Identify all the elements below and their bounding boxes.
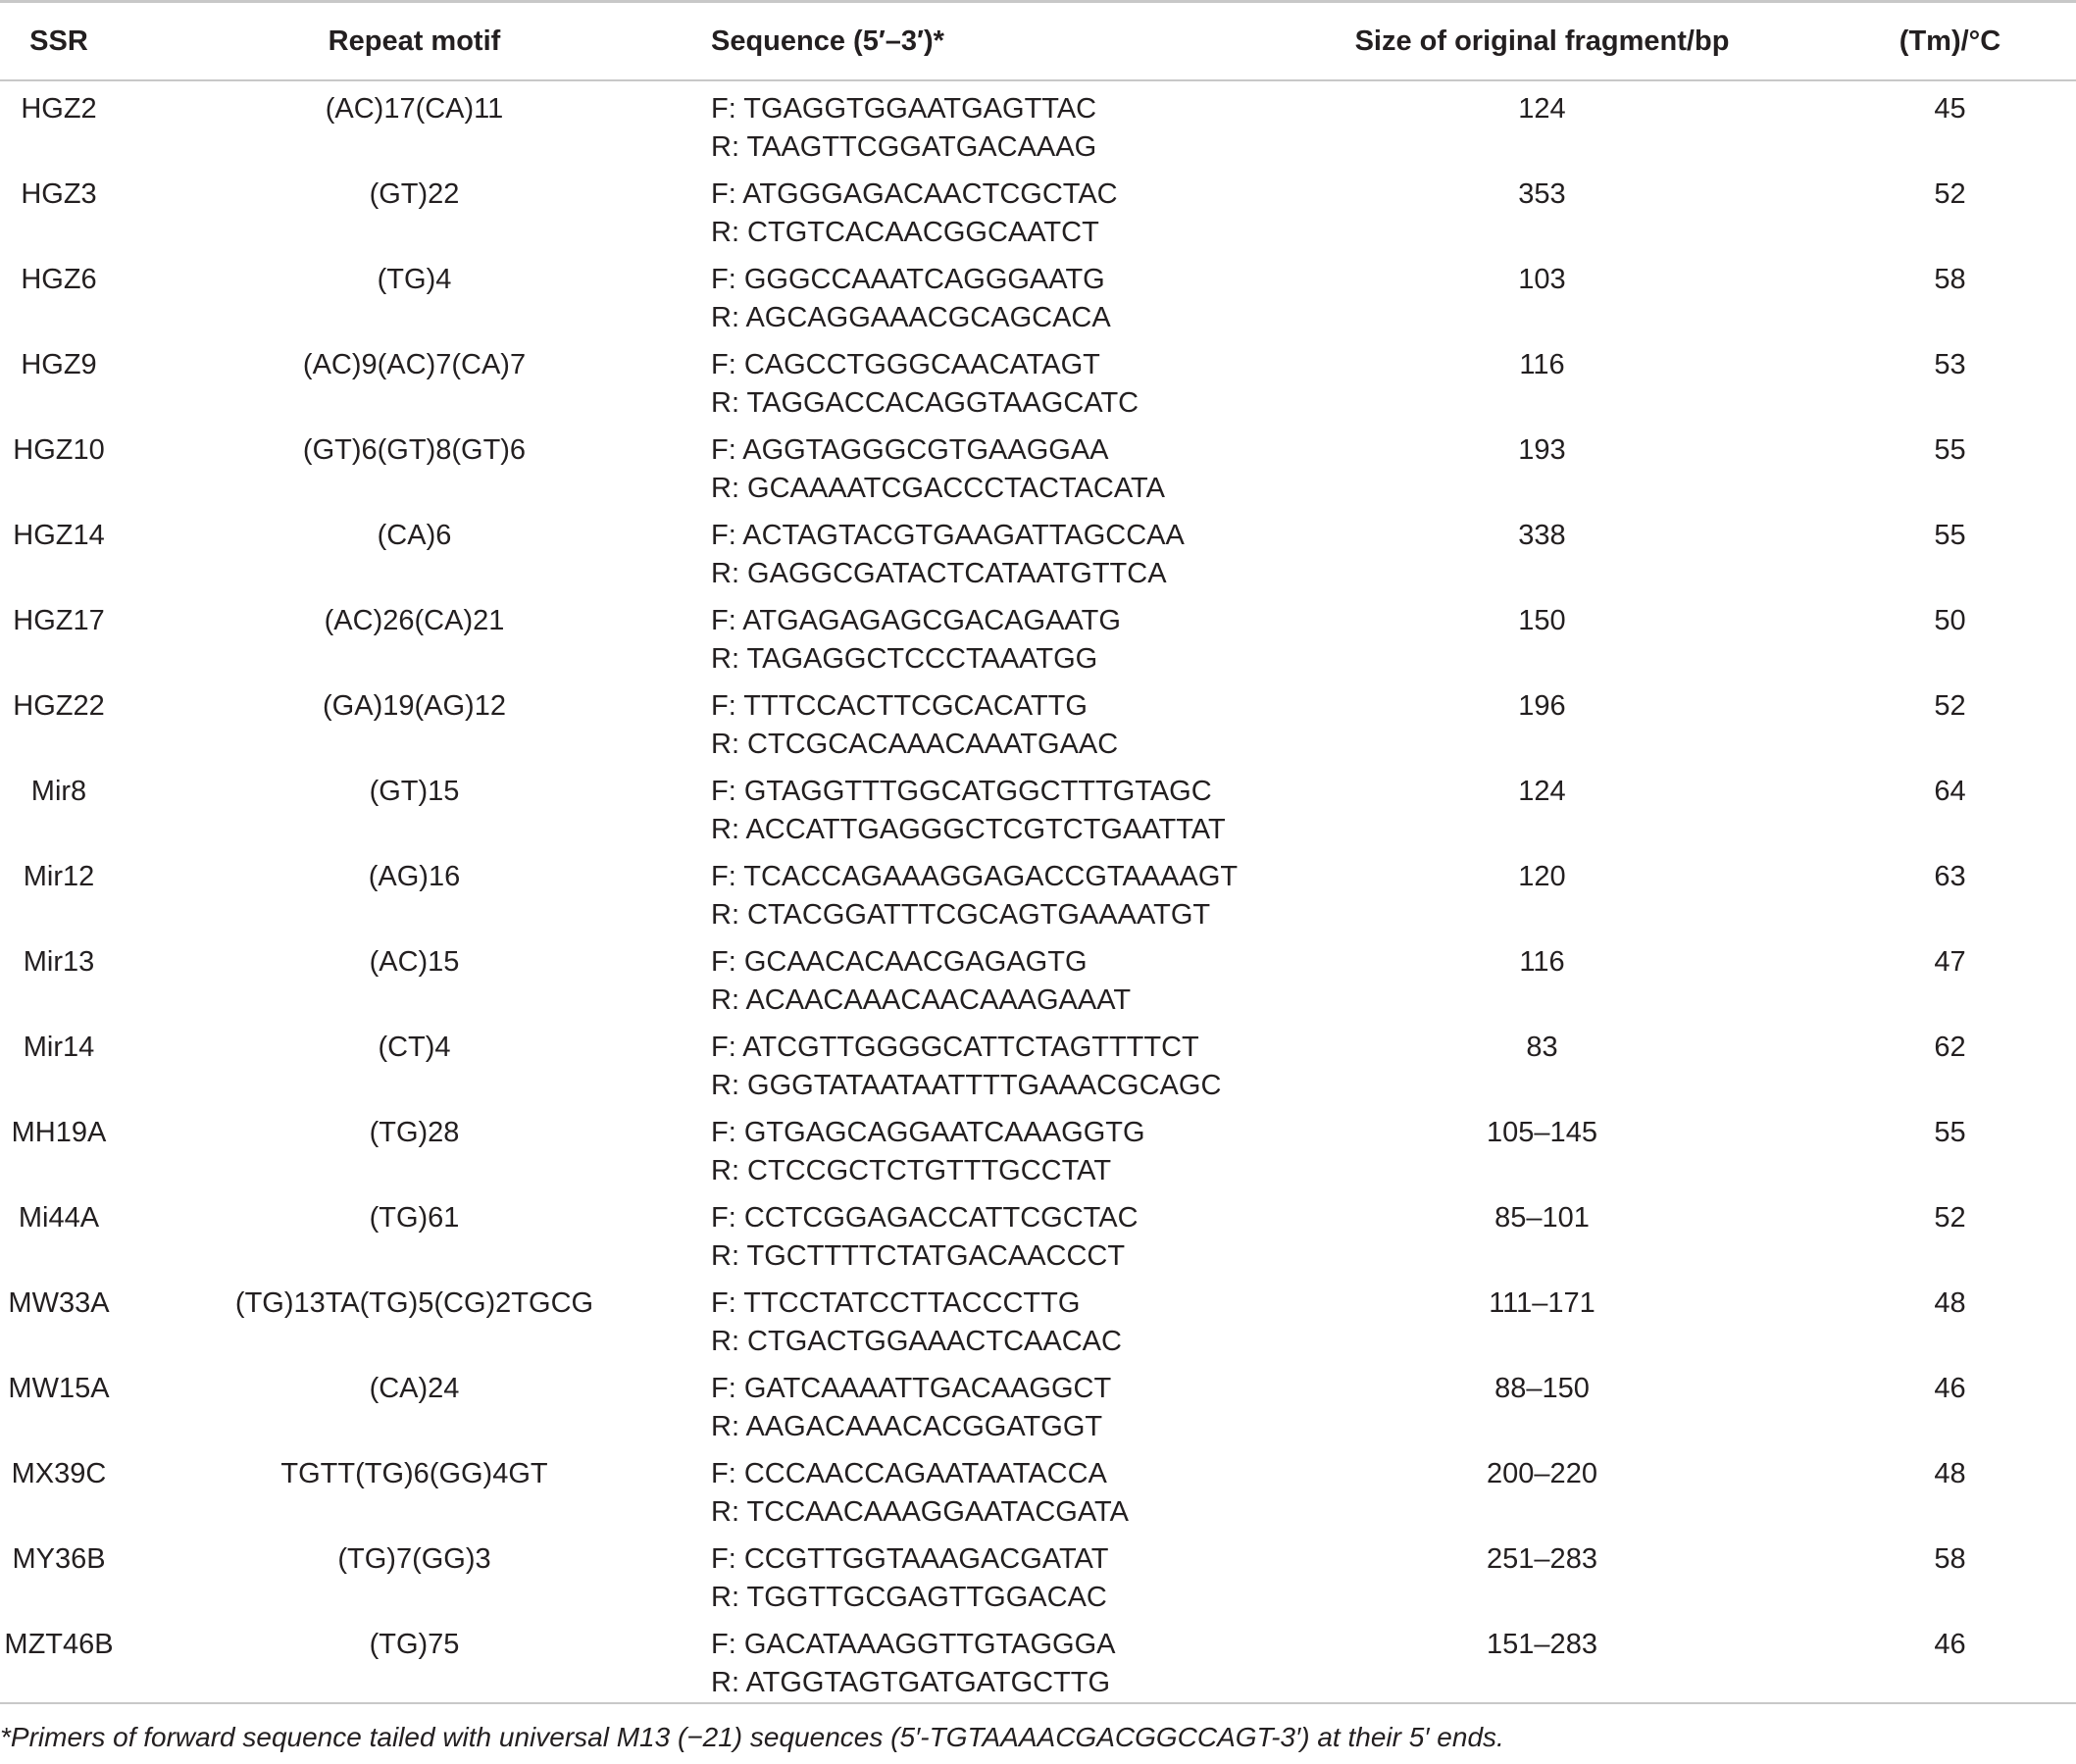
reverse-primer: R: GGGTATAATAATTTTGAAACGCAGC [711,1070,1222,1101]
forward-primer: F: GCAACACAACGAGAGTG [711,946,1088,978]
table-row [0,517,2076,602]
cell-repeat-motif: (GT)6(GT)8(GT)6 [302,434,527,466]
cell-fragment-size: 338 [1518,520,1566,551]
table-row [0,858,2076,943]
cell-tm: 53 [1934,349,1966,380]
table-row [0,773,2076,858]
cell-ssr: MW15A [8,1373,110,1404]
cell-sequence [711,261,1260,346]
table-row [0,602,2076,687]
forward-primer: F: ATCGTTGGGGCATTCTAGTTTTCT [711,1032,1199,1063]
cell-repeat-motif: (TG)61 [369,1202,460,1234]
cell-sequence [711,773,1260,858]
table-row [0,1199,2076,1285]
cell-fragment-size: 103 [1518,264,1566,295]
forward-primer: F: CAGCCTGGGCAACATAGT [711,349,1100,380]
table-row [0,1626,2076,1703]
cell-sequence [711,176,1260,261]
cell-repeat-motif: (AC)17(CA)11 [325,93,504,125]
cell-sequence [711,1114,1260,1199]
cell-repeat-motif: (AC)26(CA)21 [324,605,505,636]
cell-sequence [711,1455,1260,1540]
cell-repeat-motif: (AC)9(AC)7(CA)7 [302,349,527,380]
cell-ssr: HGZ2 [21,93,97,125]
cell-fragment-size: 200–220 [1487,1458,1597,1489]
reverse-primer: R: AAGACAAACACGGATGGT [711,1411,1103,1442]
forward-primer: F: ACTAGTACGTGAAGATTAGCCAA [711,520,1185,551]
cell-fragment-size: 111–171 [1489,1287,1595,1319]
cell-ssr: Mir12 [23,861,95,892]
cell-sequence [711,1370,1260,1455]
cell-ssr: Mir14 [23,1032,95,1063]
forward-primer: F: CCGTTGGTAAAGACGATAT [711,1543,1109,1575]
cell-ssr: HGZ9 [21,349,97,380]
cell-tm: 55 [1934,434,1966,466]
cell-repeat-motif: (TG)7(GG)3 [337,1543,491,1575]
cell-ssr: MX39C [11,1458,107,1489]
forward-primer: F: CCCAACCAGAATAATACCA [711,1458,1107,1489]
cell-tm: 48 [1934,1287,1966,1319]
cell-fragment-size: 105–145 [1487,1117,1597,1148]
cell-fragment-size: 196 [1518,690,1566,722]
cell-ssr: Mir8 [30,776,87,807]
table-row [0,1540,2076,1626]
cell-fragment-size: 83 [1526,1032,1558,1063]
reverse-primer: R: AGCAGGAAACGCAGCACA [711,302,1111,333]
reverse-primer: R: CTCCGCTCTGTTTGCCTAT [711,1155,1112,1186]
reverse-primer: R: GAGGCGATACTCATAATGTTCA [711,558,1167,589]
table-row [0,687,2076,773]
cell-tm: 52 [1934,690,1966,722]
cell-fragment-size: 251–283 [1487,1543,1597,1575]
cell-tm: 50 [1934,605,1966,636]
table-footnote: *Primers of forward sequence tailed with universal M13 (−21) sequences (5′-TGTAAAACGACGGCCAGT-3′) at their 5′ ends. [0,1722,1504,1752]
table-row [0,1370,2076,1455]
cell-ssr: Mi44A [18,1202,100,1234]
cell-ssr: HGZ6 [21,264,97,295]
cell-ssr: HGZ14 [13,520,105,551]
cell-fragment-size: 151–283 [1487,1629,1597,1660]
cell-ssr: HGZ22 [13,690,105,722]
cell-repeat-motif: (TG)4 [377,264,452,295]
table-header [0,2,2076,81]
cell-repeat-motif: (TG)75 [369,1629,460,1660]
cell-ssr: HGZ3 [21,178,97,210]
cell-fragment-size: 116 [1519,946,1565,978]
cell-tm: 55 [1934,520,1966,551]
cell-sequence [711,1285,1260,1370]
cell-repeat-motif: (GT)15 [369,776,460,807]
cell-sequence [711,1626,1260,1703]
cell-tm: 63 [1934,861,1966,892]
reverse-primer: R: CTACGGATTTCGCAGTGAAAATGT [711,899,1211,931]
table-row [0,176,2076,261]
cell-tm: 58 [1934,1543,1966,1575]
cell-fragment-size: 193 [1518,434,1566,466]
table-row [0,943,2076,1029]
cell-fragment-size: 353 [1518,178,1566,210]
cell-repeat-motif: (CA)24 [369,1373,460,1404]
reverse-primer: R: TAGAGGCTCCCTAAATGG [711,643,1098,675]
cell-ssr: HGZ10 [13,434,105,466]
cell-sequence [711,602,1260,687]
cell-tm: 55 [1934,1117,1966,1148]
forward-primer: F: CCTCGGAGACCATTCGCTAC [711,1202,1139,1234]
cell-fragment-size: 120 [1518,861,1566,892]
cell-repeat-motif: (CT)4 [378,1032,451,1063]
table-row [0,431,2076,517]
forward-primer: F: AGGTAGGGCGTGAAGGAA [711,434,1109,466]
reverse-primer: R: TAGGACCACAGGTAAGCATC [711,387,1139,419]
cell-fragment-size: 124 [1518,93,1566,125]
cell-repeat-motif: TGTT(TG)6(GG)4GT [280,1458,548,1489]
cell-sequence [711,80,1260,176]
cell-sequence [711,517,1260,602]
forward-primer: F: TTTCCACTTCGCACATTG [711,690,1088,722]
cell-fragment-size: 85–101 [1494,1202,1590,1234]
cell-repeat-motif: (GA)19(AG)12 [323,690,506,722]
reverse-primer: R: TAAGTTCGGATGACAAAG [711,131,1097,163]
cell-repeat-motif: (AG)16 [368,861,461,892]
reverse-primer: R: CTCGCACAAACAAATGAAC [711,729,1119,760]
header-tm: (Tm)/°C [1899,25,2001,57]
reverse-primer: R: GCAAAATCGACCCTACTACATA [711,473,1165,504]
reverse-primer: R: TCCAACAAAGGAATACGATA [711,1496,1129,1528]
reverse-primer: R: CTGTCACAACGGCAATCT [711,217,1099,248]
cell-repeat-motif: (TG)28 [369,1117,460,1148]
cell-sequence [711,858,1260,943]
cell-sequence [711,346,1260,431]
forward-primer: F: TGAGGTGGAATGAGTTAC [711,93,1097,125]
cell-ssr: HGZ17 [13,605,105,636]
cell-fragment-size: 88–150 [1494,1373,1590,1404]
cell-sequence [711,431,1260,517]
reverse-primer: R: ACCATTGAGGGCTCGTCTGAATTAT [711,814,1226,845]
cell-fragment-size: 116 [1519,349,1565,380]
reverse-primer: R: TGGTTGCGAGTTGGACAC [711,1582,1107,1613]
forward-primer: F: GGGCCAAATCAGGGAATG [711,264,1105,295]
cell-tm: 64 [1934,776,1966,807]
cell-repeat-motif: (AC)15 [369,946,460,978]
cell-sequence [711,943,1260,1029]
cell-sequence [711,1199,1260,1285]
cell-ssr: MW33A [8,1287,110,1319]
cell-tm: 52 [1934,178,1966,210]
forward-primer: F: GTGAGCAGGAATCAAAGGTG [711,1117,1145,1148]
table-body [0,80,2076,1703]
cell-ssr: MZT46B [4,1629,114,1660]
table-row [0,80,2076,176]
forward-primer: F: TCACCAGAAAGGAGACCGTAAAAGT [711,861,1239,892]
cell-fragment-size: 124 [1518,776,1566,807]
header-sequence: Sequence (5′–3′)* [711,25,944,57]
cell-ssr: Mir13 [23,946,95,978]
cell-sequence [711,687,1260,773]
table-row [0,1455,2076,1540]
reverse-primer: R: ACAACAAACAACAAAGAAAT [711,984,1132,1016]
header-row [0,2,2076,81]
cell-ssr: MH19A [11,1117,107,1148]
forward-primer: F: ATGGGAGACAACTCGCTAC [711,178,1118,210]
forward-primer: F: GACATAAAGGTTGTAGGGA [711,1629,1116,1660]
reverse-primer: R: CTGACTGGAAACTCAACAC [711,1326,1122,1357]
cell-repeat-motif: (CA)6 [377,520,452,551]
forward-primer: F: ATGAGAGAGCGACAGAATG [711,605,1121,636]
header-repeat-motif: Repeat motif [328,25,501,57]
header-fragment-size: Size of original fragment/bp [1354,25,1730,57]
cell-tm: 47 [1934,946,1966,978]
cell-sequence [711,1029,1260,1114]
cell-tm: 58 [1934,264,1966,295]
cell-repeat-motif: (TG)13TA(TG)5(CG)2TGCG [234,1287,594,1319]
cell-tm: 46 [1934,1629,1966,1660]
cell-tm: 62 [1934,1032,1966,1063]
forward-primer: F: GATCAAAATTGACAAGGCT [711,1373,1112,1404]
reverse-primer: R: TGCTTTTCTATGACAACCCT [711,1240,1126,1272]
cell-sequence [711,1540,1260,1626]
forward-primer: F: GTAGGTTTGGCATGGCTTTGTAGC [711,776,1212,807]
reverse-primer: R: ATGGTAGTGATGATGCTTG [711,1667,1111,1698]
cell-tm: 48 [1934,1458,1966,1489]
cell-repeat-motif: (GT)22 [369,178,460,210]
header-ssr: SSR [29,25,88,57]
cell-fragment-size: 150 [1518,605,1566,636]
table-row [0,346,2076,431]
cell-tm: 45 [1934,93,1966,125]
cell-ssr: MY36B [12,1543,106,1575]
cell-tm: 46 [1934,1373,1966,1404]
table-row [0,1029,2076,1114]
forward-primer: F: TTCCTATCCTTACCCTTG [711,1287,1081,1319]
table-row [0,1285,2076,1370]
table-row [0,261,2076,346]
cell-tm: 52 [1934,1202,1966,1234]
table-row [0,1114,2076,1199]
